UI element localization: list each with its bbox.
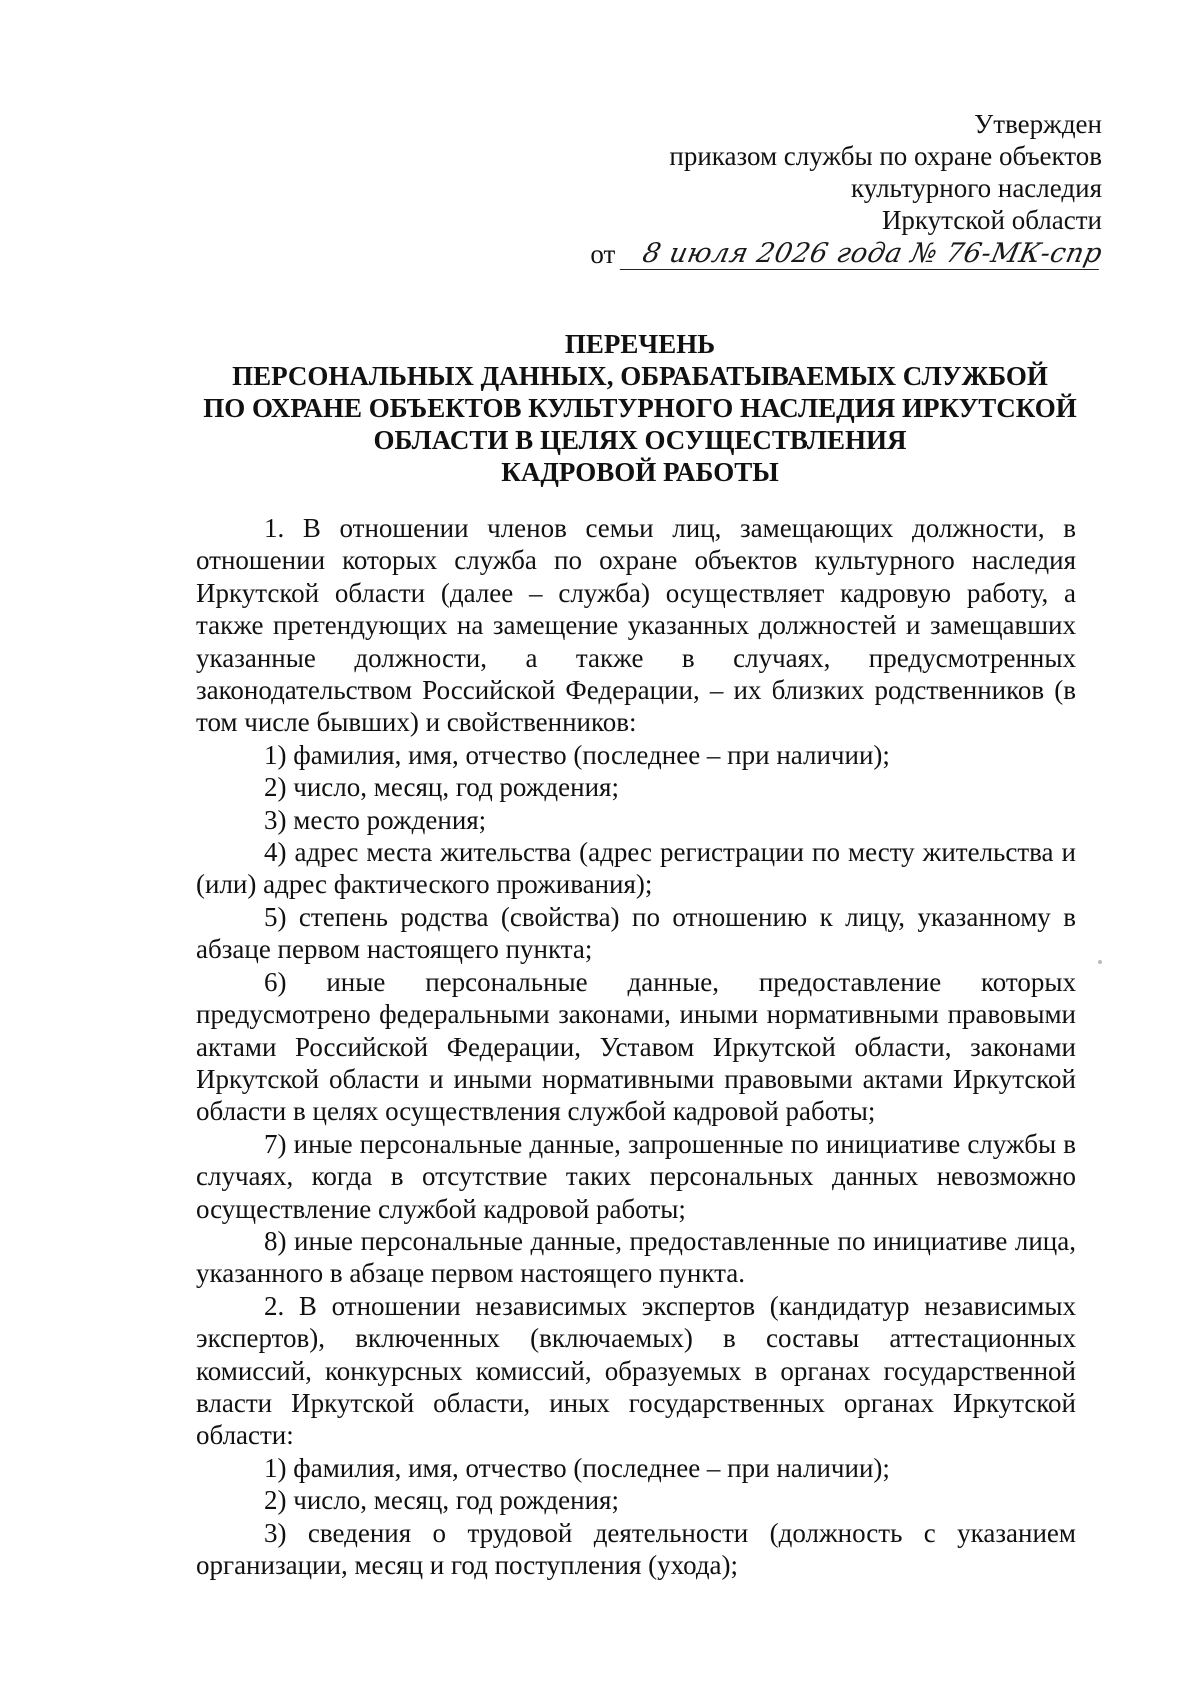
list-item: 1) фамилия, имя, отчество (последнее – при наличии); [264, 1452, 890, 1483]
list-item: 7) иные персональные данные, запрошенные по инициативе службы в случаях, когда в отсутствие таких персональных данных невозможно осуществление службой кадровой работы; [196, 1128, 1076, 1224]
title-line-1: ПЕРЕЧЕНЬ [564, 329, 716, 359]
paragraph-section-1: 1. В отношении членов семьи лиц, замещающих должности, в отношении которых служба по охране объектов культурного наследия Иркутской области (далее – служба) осуществляет кадровую работу, а также претендующих на замещение указанных должностей и замещавших указанные должности, а также в случаях, предусмотренных законодательством Российской Федерации, – их близких родственников (в том числе бывших) и свойственников: [196, 513, 1076, 738]
list-item: 2) число, месяц, год рождения; [264, 772, 619, 803]
approval-line-4: Иркутской области [881, 205, 1102, 235]
list-item: 6) иные персональные данные, предоставление которых предусмотрено федеральными законами, иными нормативными правовыми актами Российской Федерации, Уставом Иркутской области, законами Иркутской области и иными нормативными правовыми актами Иркутской области в целях осуществления службой кадровой работы; [196, 966, 1076, 1127]
list-item: 3) место рождения; [264, 804, 487, 835]
document-body [196, 512, 1076, 1581]
approval-line-1: Утвержден [974, 109, 1102, 139]
paragraph-section-2: 2. В отношении независимых экспертов (кандидатур независимых экспертов), включенных (включаемых) в составы аттестационных комиссий, конкурсных комиссий, образуемых в органах государственной власти Иркутской области, иных государственных органах Иркутской области: [196, 1290, 1076, 1451]
title-line-3: ПО ОХРАНЕ ОБЪЕКТОВ КУЛЬТУРНОГО НАСЛЕДИЯ ИРКУТСКОЙ [203, 393, 1077, 423]
title-line-5: КАДРОВОЙ РАБОТЫ [501, 457, 779, 487]
approval-block [582, 108, 1106, 270]
document-title [200, 328, 1080, 488]
approval-prefix: от [590, 239, 616, 269]
handwritten-order-number: 8 июля 2026 года № 76-МК-спр [620, 239, 1105, 270]
approval-line-3: культурного наследия [851, 173, 1102, 203]
approval-line-2: приказом службы по охране объектов [669, 141, 1102, 171]
title-line-4: ОБЛАСТИ В ЦЕЛЯХ ОСУЩЕСТВЛЕНИЯ [373, 425, 907, 455]
list-item: 8) иные персональные данные, предоставленные по инициативе лица, указанного в абзаце первом настоящего пункта. [196, 1225, 1076, 1289]
list-item: 4) адрес места жительства (адрес регистрации по месту жительства и (или) адрес фактического проживания); [196, 837, 1076, 900]
title-line-2: ПЕРСОНАЛЬНЫХ ДАННЫХ, ОБРАБАТЫВАЕМЫХ СЛУЖБОЙ [232, 361, 1048, 391]
list-item: 1) фамилия, имя, отчество (последнее – при наличии); [264, 739, 890, 770]
approval-date-line [582, 238, 1106, 270]
scan-speck [1098, 960, 1102, 964]
list-item: 2) число, месяц, год рождения; [264, 1485, 619, 1516]
list-item: 5) степень родства (свойства) по отношению к лицу, указанному в абзаце первом настоящего пункта; [196, 901, 1076, 965]
list-item: 3) сведения о трудовой деятельности (должность с указанием организации, месяц и год поступления (ухода); [196, 1517, 1076, 1580]
